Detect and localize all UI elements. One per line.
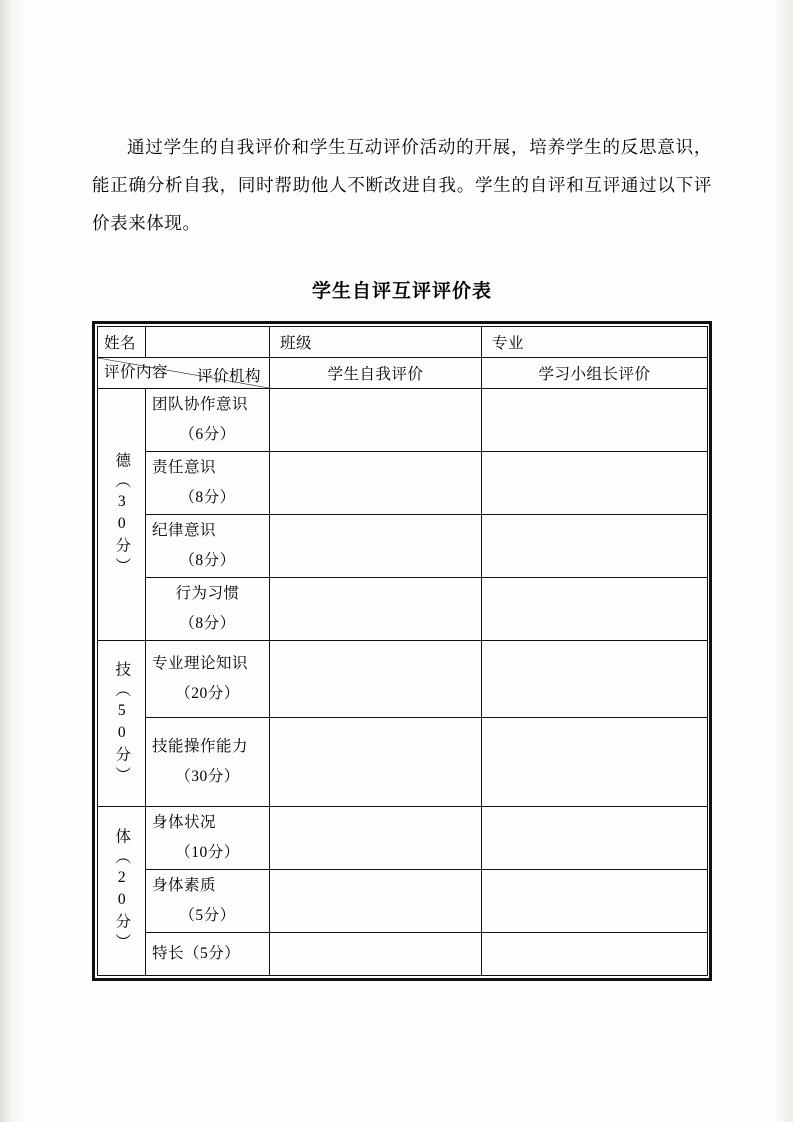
cell-self-discipline[interactable] — [270, 515, 482, 578]
diagonal-header-cell — [98, 358, 270, 389]
cell-self-specialty[interactable] — [270, 933, 482, 976]
table-row — [98, 515, 708, 578]
item-fitness-score: （5分） — [179, 907, 236, 924]
item-behavior — [146, 578, 270, 641]
item-teamwork — [146, 389, 270, 452]
intro-paragraph — [92, 128, 712, 242]
item-behavior-score: （8分） — [179, 615, 236, 632]
cell-self-health[interactable] — [270, 807, 482, 870]
category-ji-label: 技（50分） — [113, 660, 131, 787]
cell-self-skill[interactable] — [270, 718, 482, 807]
table-title: 学生自评互评评价表 — [311, 281, 492, 302]
table-row-info-full — [98, 327, 708, 358]
page-content — [92, 0, 712, 981]
table-row — [98, 933, 708, 976]
table-row — [98, 870, 708, 933]
item-teamwork-score: （6分） — [179, 426, 236, 443]
item-discipline-name: 纪律意识 — [152, 522, 217, 539]
evaluation-table-wrapper — [92, 321, 712, 981]
item-theory-name: 专业理论知识 — [152, 655, 249, 672]
table-row — [98, 389, 708, 452]
item-behavior-name: 行为习惯 — [175, 585, 240, 602]
item-responsibility-score: （8分） — [179, 489, 236, 506]
category-de-label: 德（30分） — [113, 451, 131, 578]
cell-self-responsibility[interactable] — [270, 452, 482, 515]
item-specialty — [146, 933, 270, 976]
label-class-2: 班级 — [270, 327, 482, 358]
item-responsibility — [146, 452, 270, 515]
field-name-2[interactable] — [146, 327, 270, 358]
cell-leader-health[interactable] — [482, 807, 708, 870]
cell-leader-skill[interactable] — [482, 718, 708, 807]
category-ji — [98, 641, 146, 807]
item-teamwork-name: 团队协作意识 — [152, 396, 249, 413]
item-fitness — [146, 870, 270, 933]
table-row-header — [98, 358, 708, 389]
cell-leader-teamwork[interactable] — [482, 389, 708, 452]
table-row — [98, 718, 708, 807]
label-name-2: 姓名 — [98, 327, 146, 358]
category-de — [98, 389, 146, 641]
evaluation-table-body — [97, 326, 708, 976]
category-ti-label: 体（20分） — [113, 828, 131, 954]
table-row — [98, 452, 708, 515]
item-skill-name: 技能操作能力 — [152, 738, 249, 755]
table-row — [98, 807, 708, 870]
item-health — [146, 807, 270, 870]
category-ti — [98, 807, 146, 976]
item-theory — [146, 641, 270, 718]
cell-leader-discipline[interactable] — [482, 515, 708, 578]
item-fitness-name: 身体素质 — [152, 877, 217, 894]
cell-leader-theory[interactable] — [482, 641, 708, 718]
label-major: 专业 — [482, 327, 708, 358]
cell-leader-fitness[interactable] — [482, 870, 708, 933]
cell-leader-specialty[interactable] — [482, 933, 708, 976]
item-skill — [146, 718, 270, 807]
header-criteria-label: 评价内容 — [104, 364, 169, 381]
header-self-evaluation: 学生自我评价 — [270, 358, 482, 389]
item-skill-score: （30分） — [175, 768, 240, 785]
table-row — [98, 641, 708, 718]
item-health-name: 身体状况 — [152, 814, 217, 831]
cell-self-teamwork[interactable] — [270, 389, 482, 452]
paragraph-text: 通过学生的自我评价和学生互动评价活动的开展，培养学生的反思意识，能正确分析自我，同时帮助他人不断改进自我。学生的自评和互评通过以下评价表来体现。 — [92, 137, 712, 233]
item-discipline — [146, 515, 270, 578]
cell-self-theory[interactable] — [270, 641, 482, 718]
item-health-score: （10分） — [175, 844, 240, 861]
item-discipline-score: （8分） — [179, 552, 236, 569]
header-assessor-label: 评价机构 — [196, 368, 261, 385]
cell-self-behavior[interactable] — [270, 578, 482, 641]
cell-leader-behavior[interactable] — [482, 578, 708, 641]
item-responsibility-name: 责任意识 — [152, 459, 217, 476]
item-specialty-name: 特长（5分） — [152, 945, 241, 962]
header-leader-evaluation: 学习小组长评价 — [482, 358, 708, 389]
cell-leader-responsibility[interactable] — [482, 452, 708, 515]
table-row — [98, 578, 708, 641]
cell-self-fitness[interactable] — [270, 870, 482, 933]
item-theory-score: （20分） — [175, 685, 240, 702]
